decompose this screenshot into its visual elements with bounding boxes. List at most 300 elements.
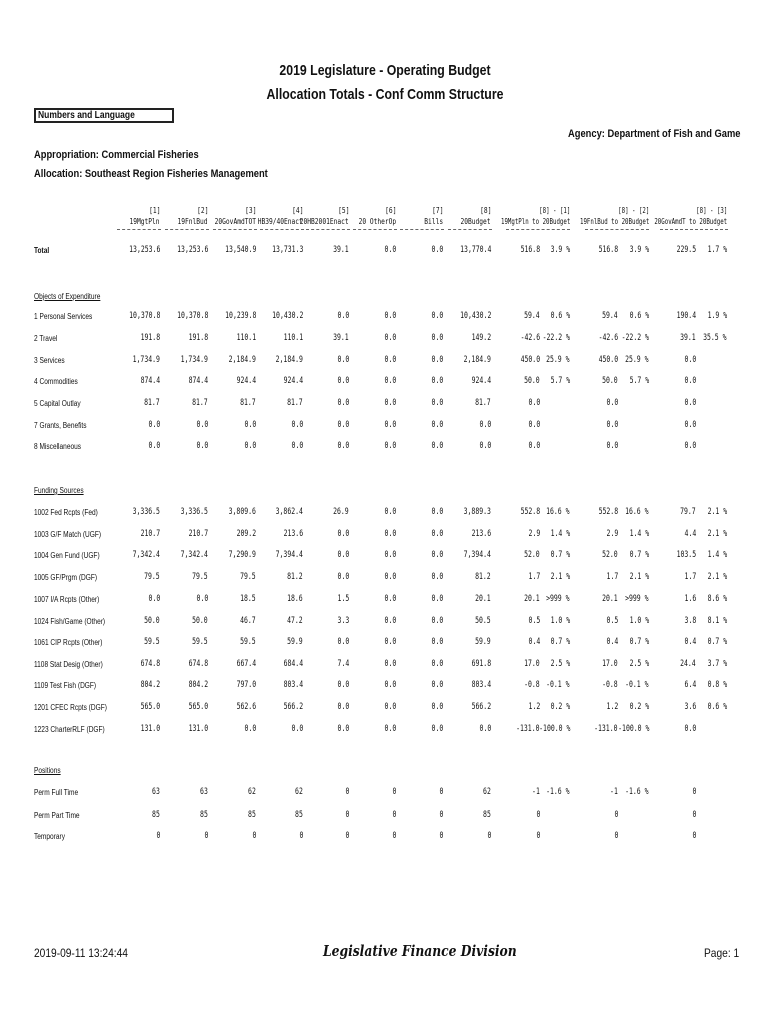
change-amount: 52.0: [602, 550, 618, 560]
cell-value: 10,239.8: [224, 311, 256, 321]
cell-value: 797.0: [236, 680, 256, 690]
change-percent: 25.9 %: [625, 355, 649, 365]
change-amount: 450.0: [598, 355, 618, 365]
cell-value: 0.0: [384, 398, 396, 408]
cell-value: 13,540.9: [224, 245, 256, 255]
cell-value: 0.0: [384, 550, 396, 560]
row-label: 1201 CFEC Rcpts (DGF): [34, 703, 107, 712]
report-title: 2019 Legislature - Operating Budget: [279, 62, 491, 79]
row-label: 7 Grants, Benefits: [34, 421, 87, 430]
cell-value: 0.0: [431, 702, 443, 712]
change-percent: 2.1 %: [707, 572, 727, 582]
header-underline: [506, 229, 570, 230]
cell-value: 59.9: [287, 637, 303, 647]
cell-value: 0.0: [479, 420, 491, 430]
cell-value: 0.0: [479, 724, 491, 734]
division-signature: Legislative Finance Division: [323, 942, 517, 960]
change-amount: 0.0: [606, 420, 618, 430]
row-label: 1005 GF/Prgm (DGF): [34, 573, 98, 582]
column-header: HB39/40Enact: [257, 217, 303, 226]
cell-value: 0.0: [337, 441, 349, 451]
cell-value: 0: [439, 787, 443, 797]
change-percent: 8.1 %: [707, 616, 727, 626]
change-amount: 1.7: [684, 572, 696, 582]
cell-value: 0.0: [337, 420, 349, 430]
cell-value: 0.0: [337, 529, 349, 539]
cell-value: 0: [487, 831, 491, 841]
change-amount: -0.8: [602, 680, 618, 690]
cell-value: 674.8: [188, 659, 208, 669]
cell-value: 59.9: [475, 637, 491, 647]
cell-value: 566.2: [283, 702, 303, 712]
change-percent: 2.1 %: [707, 507, 727, 517]
row-label: 1007 I/A Rcpts (Other): [34, 595, 100, 604]
cell-value: 3.3: [337, 616, 349, 626]
cell-value: 18.6: [287, 594, 303, 604]
change-percent: 2.1 %: [629, 572, 649, 582]
section-title: Objects of Expenditure: [34, 292, 101, 301]
cell-value: 0: [252, 831, 256, 841]
change-amount: 24.4: [680, 659, 696, 669]
change-amount: 50.0: [602, 376, 618, 386]
column-number: [6]: [384, 206, 396, 215]
cell-value: 0.0: [431, 441, 443, 451]
page-number: Page: 1: [704, 946, 740, 960]
header-underline: [260, 229, 304, 230]
change-percent: 2.5 %: [629, 659, 649, 669]
cell-value: 85: [248, 810, 256, 820]
cell-value: 7,342.4: [132, 550, 160, 560]
change-percent: -0.1 %: [625, 680, 649, 690]
cell-value: 0.0: [431, 529, 443, 539]
cell-value: 0.0: [196, 420, 208, 430]
change-percent: -1.6 %: [625, 787, 649, 797]
change-amount: 0.0: [528, 420, 540, 430]
change-amount: 4.4: [684, 529, 696, 539]
cell-value: 50.5: [475, 616, 491, 626]
cell-value: 209.2: [236, 529, 256, 539]
cell-value: 13,770.4: [459, 245, 491, 255]
change-amount: 2.9: [528, 529, 540, 539]
header-underline: [213, 229, 257, 230]
cell-value: 81.7: [287, 398, 303, 408]
cell-value: 0.0: [196, 441, 208, 451]
cell-value: 2,184.9: [275, 355, 303, 365]
cell-value: 924.4: [236, 376, 256, 386]
cell-value: 0.0: [431, 376, 443, 386]
change-percent: -22.2 %: [542, 333, 570, 343]
cell-value: 0.0: [431, 572, 443, 582]
cell-value: 7,394.4: [275, 550, 303, 560]
cell-value: 0.0: [431, 616, 443, 626]
cell-value: 0.0: [384, 333, 396, 343]
compare-column-header: 19FnlBud to 20Budget: [579, 217, 649, 226]
change-percent: 5.7 %: [550, 376, 570, 386]
change-amount: 0.0: [684, 420, 696, 430]
cell-value: 7,394.4: [463, 550, 491, 560]
change-amount: 3.8: [684, 616, 696, 626]
cell-value: 0.0: [244, 724, 256, 734]
cell-value: 0.0: [148, 420, 160, 430]
cell-value: 81.2: [287, 572, 303, 582]
change-percent: 1.0 %: [550, 616, 570, 626]
cell-value: 0.0: [431, 355, 443, 365]
change-amount: -42.6: [598, 333, 618, 343]
change-percent: >999 %: [546, 594, 570, 604]
column-number: [7]: [431, 206, 443, 215]
cell-value: 0: [345, 831, 349, 841]
cell-value: 62: [295, 787, 303, 797]
change-amount: 190.4: [676, 311, 696, 321]
cell-value: 20.1: [475, 594, 491, 604]
row-label: Total: [34, 246, 50, 255]
cell-value: 0.0: [431, 333, 443, 343]
change-amount: 59.4: [524, 311, 540, 321]
cell-value: 50.0: [144, 616, 160, 626]
cell-value: 0.0: [431, 680, 443, 690]
cell-value: 81.7: [240, 398, 256, 408]
cell-value: 59.5: [240, 637, 256, 647]
change-percent: 2.1 %: [707, 529, 727, 539]
change-amount: -131.0: [516, 724, 540, 734]
change-amount: 1.2: [606, 702, 618, 712]
row-label: 1108 Stat Desig (Other): [34, 660, 103, 669]
cell-value: 46.7: [240, 616, 256, 626]
cell-value: 0: [392, 787, 396, 797]
change-amount: 0: [692, 831, 696, 841]
change-amount: 79.7: [680, 507, 696, 517]
row-label: 5 Capital Outlay: [34, 399, 81, 408]
column-number: [5]: [337, 206, 349, 215]
cell-value: 0.0: [337, 680, 349, 690]
cell-value: 110.1: [236, 333, 256, 343]
cell-value: 0.0: [384, 680, 396, 690]
section-title: Positions: [34, 766, 61, 775]
change-amount: 0.0: [684, 724, 696, 734]
change-amount: 17.0: [524, 659, 540, 669]
cell-value: 0.0: [384, 507, 396, 517]
change-amount: 0.5: [528, 616, 540, 626]
row-label: 1223 CharterRLF (DGF): [34, 725, 105, 734]
row-label: 1 Personal Services: [34, 312, 93, 321]
cell-value: 0.0: [337, 398, 349, 408]
change-percent: 8.6 %: [707, 594, 727, 604]
cell-value: 85: [483, 810, 491, 820]
cell-value: 81.7: [192, 398, 208, 408]
cell-value: 0: [345, 810, 349, 820]
cell-value: 0.0: [337, 355, 349, 365]
cell-value: 0.0: [431, 594, 443, 604]
row-label: Temporary: [34, 832, 65, 841]
cell-value: 131.0: [188, 724, 208, 734]
row-label: 8 Miscellaneous: [34, 442, 82, 451]
header-underline: [165, 229, 209, 230]
cell-value: 691.8: [471, 659, 491, 669]
cell-value: 1,734.9: [180, 355, 208, 365]
cell-value: 85: [295, 810, 303, 820]
cell-value: 0: [439, 810, 443, 820]
change-percent: 0.7 %: [629, 637, 649, 647]
row-label: Perm Part Time: [34, 811, 80, 820]
cell-value: 803.4: [471, 680, 491, 690]
change-percent: 0.7 %: [550, 637, 570, 647]
row-label: 1004 Gen Fund (UGF): [34, 551, 100, 560]
cell-value: 62: [483, 787, 491, 797]
cell-value: 13,253.6: [128, 245, 160, 255]
cell-value: 213.6: [283, 529, 303, 539]
change-percent: 16.6 %: [546, 507, 570, 517]
change-amount: 516.8: [598, 245, 618, 255]
row-label: 3 Services: [34, 356, 65, 365]
change-percent: -22.2 %: [621, 333, 649, 343]
cell-value: 0: [156, 831, 160, 841]
change-percent: >999 %: [625, 594, 649, 604]
change-amount: 0: [536, 831, 540, 841]
cell-value: 562.6: [236, 702, 256, 712]
header-underline: [448, 229, 492, 230]
change-amount: 0: [692, 787, 696, 797]
change-amount: 103.5: [676, 550, 696, 560]
cell-value: 0.0: [384, 245, 396, 255]
cell-value: 85: [200, 810, 208, 820]
change-amount: 0: [536, 810, 540, 820]
cell-value: 0.0: [244, 441, 256, 451]
agency-label: Agency: Department of Fish and Game: [568, 128, 741, 140]
change-amount: 0: [614, 810, 618, 820]
column-header: 19FnlBud: [177, 217, 208, 226]
change-amount: 1.7: [606, 572, 618, 582]
change-percent: 1.9 %: [707, 311, 727, 321]
row-label: 1003 G/F Match (UGF): [34, 530, 102, 539]
compare-column-header: 19MgtPln to 20Budget: [500, 217, 570, 226]
cell-value: 674.8: [140, 659, 160, 669]
change-amount: 52.0: [524, 550, 540, 560]
change-percent: 0.7 %: [629, 550, 649, 560]
cell-value: 0.0: [431, 311, 443, 321]
report-subtitle: Allocation Totals - Conf Comm Structure: [266, 86, 504, 103]
cell-value: 191.8: [140, 333, 160, 343]
change-percent: 1.0 %: [629, 616, 649, 626]
change-amount: 39.1: [680, 333, 696, 343]
cell-value: 39.1: [333, 333, 349, 343]
change-amount: -42.6: [520, 333, 540, 343]
cell-value: 0.0: [384, 420, 396, 430]
cell-value: 803.4: [283, 680, 303, 690]
cell-value: 3,862.4: [275, 507, 303, 517]
change-amount: 0: [692, 810, 696, 820]
cell-value: 0.0: [384, 376, 396, 386]
row-label: 2 Travel: [34, 334, 58, 343]
change-amount: 516.8: [520, 245, 540, 255]
change-amount: 1.6: [684, 594, 696, 604]
cell-value: 149.2: [471, 333, 491, 343]
header-underline: [353, 229, 397, 230]
cell-value: 1,734.9: [132, 355, 160, 365]
cell-value: 210.7: [140, 529, 160, 539]
cell-value: 0.0: [384, 311, 396, 321]
compare-column-header: 20GovAmdT to 20Budget: [654, 217, 727, 226]
numbers-language-box: [34, 108, 174, 123]
change-percent: 3.7 %: [707, 659, 727, 669]
cell-value: 0: [392, 810, 396, 820]
cell-value: 81.2: [475, 572, 491, 582]
cell-value: 131.0: [140, 724, 160, 734]
change-percent: 3.9 %: [550, 245, 570, 255]
cell-value: 110.1: [283, 333, 303, 343]
cell-value: 0.0: [431, 507, 443, 517]
change-amount: 3.6: [684, 702, 696, 712]
cell-value: 0.0: [384, 529, 396, 539]
change-amount: 229.5: [676, 245, 696, 255]
cell-value: 0.0: [384, 355, 396, 365]
cell-value: 62: [248, 787, 256, 797]
change-amount: 17.0: [602, 659, 618, 669]
change-amount: -131.0: [594, 724, 618, 734]
column-header: 20HB2001Enact: [300, 217, 349, 226]
cell-value: 3,889.3: [463, 507, 491, 517]
cell-value: 0.0: [337, 572, 349, 582]
cell-value: 26.9: [333, 507, 349, 517]
cell-value: 18.5: [240, 594, 256, 604]
change-amount: 0.0: [528, 398, 540, 408]
change-percent: 0.8 %: [707, 680, 727, 690]
compare-column-number: [8] - [3]: [695, 206, 727, 215]
cell-value: 39.1: [333, 245, 349, 255]
change-percent: 16.6 %: [625, 507, 649, 517]
change-percent: 25.9 %: [546, 355, 570, 365]
cell-value: 0.0: [431, 420, 443, 430]
column-header: 20 OtherOp: [358, 217, 396, 226]
change-percent: 35.5 %: [703, 333, 727, 343]
column-header: Bills: [424, 217, 443, 226]
cell-value: 565.0: [188, 702, 208, 712]
cell-value: 213.6: [471, 529, 491, 539]
cell-value: 804.2: [188, 680, 208, 690]
cell-value: 7.4: [337, 659, 349, 669]
cell-value: 0: [204, 831, 208, 841]
cell-value: 0.0: [431, 550, 443, 560]
change-amount: 0.5: [606, 616, 618, 626]
change-amount: -1: [610, 787, 618, 797]
cell-value: 0.0: [384, 594, 396, 604]
change-percent: -100.0 %: [617, 724, 649, 734]
change-percent: 0.7 %: [550, 550, 570, 560]
column-number: [3]: [244, 206, 256, 215]
change-amount: 450.0: [520, 355, 540, 365]
cell-value: 191.8: [188, 333, 208, 343]
cell-value: 79.5: [144, 572, 160, 582]
change-percent: 0.6 %: [707, 702, 727, 712]
change-amount: -1: [532, 787, 540, 797]
cell-value: 2,184.9: [463, 355, 491, 365]
cell-value: 59.5: [144, 637, 160, 647]
change-amount: -0.8: [524, 680, 540, 690]
change-amount: 552.8: [598, 507, 618, 517]
change-percent: 0.6 %: [550, 311, 570, 321]
change-percent: 1.4 %: [707, 550, 727, 560]
row-label: 1109 Test Fish (DGF): [34, 681, 97, 690]
change-percent: 5.7 %: [629, 376, 649, 386]
change-amount: 552.8: [520, 507, 540, 517]
change-percent: -0.1 %: [546, 680, 570, 690]
change-amount: 0.4: [606, 637, 618, 647]
cell-value: 0.0: [479, 441, 491, 451]
cell-value: 0.0: [196, 594, 208, 604]
cell-value: 0: [299, 831, 303, 841]
column-number: [8]: [479, 206, 491, 215]
cell-value: 10,370.8: [176, 311, 208, 321]
header-underline: [400, 229, 444, 230]
change-amount: 0.0: [684, 441, 696, 451]
row-label: 1002 Fed Rcpts (Fed): [34, 508, 98, 517]
cell-value: 0.0: [431, 637, 443, 647]
change-amount: 6.4: [684, 680, 696, 690]
change-amount: 59.4: [602, 311, 618, 321]
cell-value: 0.0: [291, 420, 303, 430]
change-percent: 2.5 %: [550, 659, 570, 669]
cell-value: 50.0: [192, 616, 208, 626]
column-number: [4]: [291, 206, 303, 215]
cell-value: 0.0: [384, 616, 396, 626]
cell-value: 7,342.4: [180, 550, 208, 560]
cell-value: 0.0: [431, 724, 443, 734]
change-amount: 0.4: [528, 637, 540, 647]
cell-value: 0: [345, 787, 349, 797]
cell-value: 59.5: [192, 637, 208, 647]
cell-value: 0.0: [431, 245, 443, 255]
cell-value: 804.2: [140, 680, 160, 690]
cell-value: 0.0: [337, 376, 349, 386]
change-percent: 3.9 %: [629, 245, 649, 255]
cell-value: 63: [152, 787, 160, 797]
change-amount: 0.0: [606, 398, 618, 408]
change-percent: -1.6 %: [546, 787, 570, 797]
compare-column-number: [8] - [1]: [538, 206, 570, 215]
cell-value: 0.0: [291, 441, 303, 451]
cell-value: 2,184.9: [228, 355, 256, 365]
cell-value: 13,253.6: [176, 245, 208, 255]
cell-value: 3,336.5: [132, 507, 160, 517]
cell-value: 0.0: [384, 441, 396, 451]
change-amount: 0.4: [684, 637, 696, 647]
cell-value: 0.0: [244, 420, 256, 430]
change-amount: 20.1: [602, 594, 618, 604]
column-header: 19MgtPln: [129, 217, 160, 226]
section-title: Funding Sources: [34, 486, 84, 495]
cell-value: 81.7: [475, 398, 491, 408]
change-percent: 0.6 %: [629, 311, 649, 321]
change-amount: 20.1: [524, 594, 540, 604]
cell-value: 874.4: [140, 376, 160, 386]
header-underline: [660, 229, 728, 230]
cell-value: 667.4: [236, 659, 256, 669]
column-number: [1]: [148, 206, 160, 215]
cell-value: 0.0: [291, 724, 303, 734]
box-label: Numbers and Language: [38, 110, 135, 121]
compare-column-number: [8] - [2]: [617, 206, 649, 215]
change-amount: 1.7: [528, 572, 540, 582]
change-amount: 1.2: [528, 702, 540, 712]
cell-value: 0: [439, 831, 443, 841]
cell-value: 566.2: [471, 702, 491, 712]
row-label: Perm Full Time: [34, 788, 79, 797]
cell-value: 81.7: [144, 398, 160, 408]
column-number: [2]: [196, 206, 208, 215]
cell-value: 47.2: [287, 616, 303, 626]
cell-value: 7,290.9: [228, 550, 256, 560]
cell-value: 565.0: [140, 702, 160, 712]
row-label: 4 Commodities: [34, 377, 78, 386]
